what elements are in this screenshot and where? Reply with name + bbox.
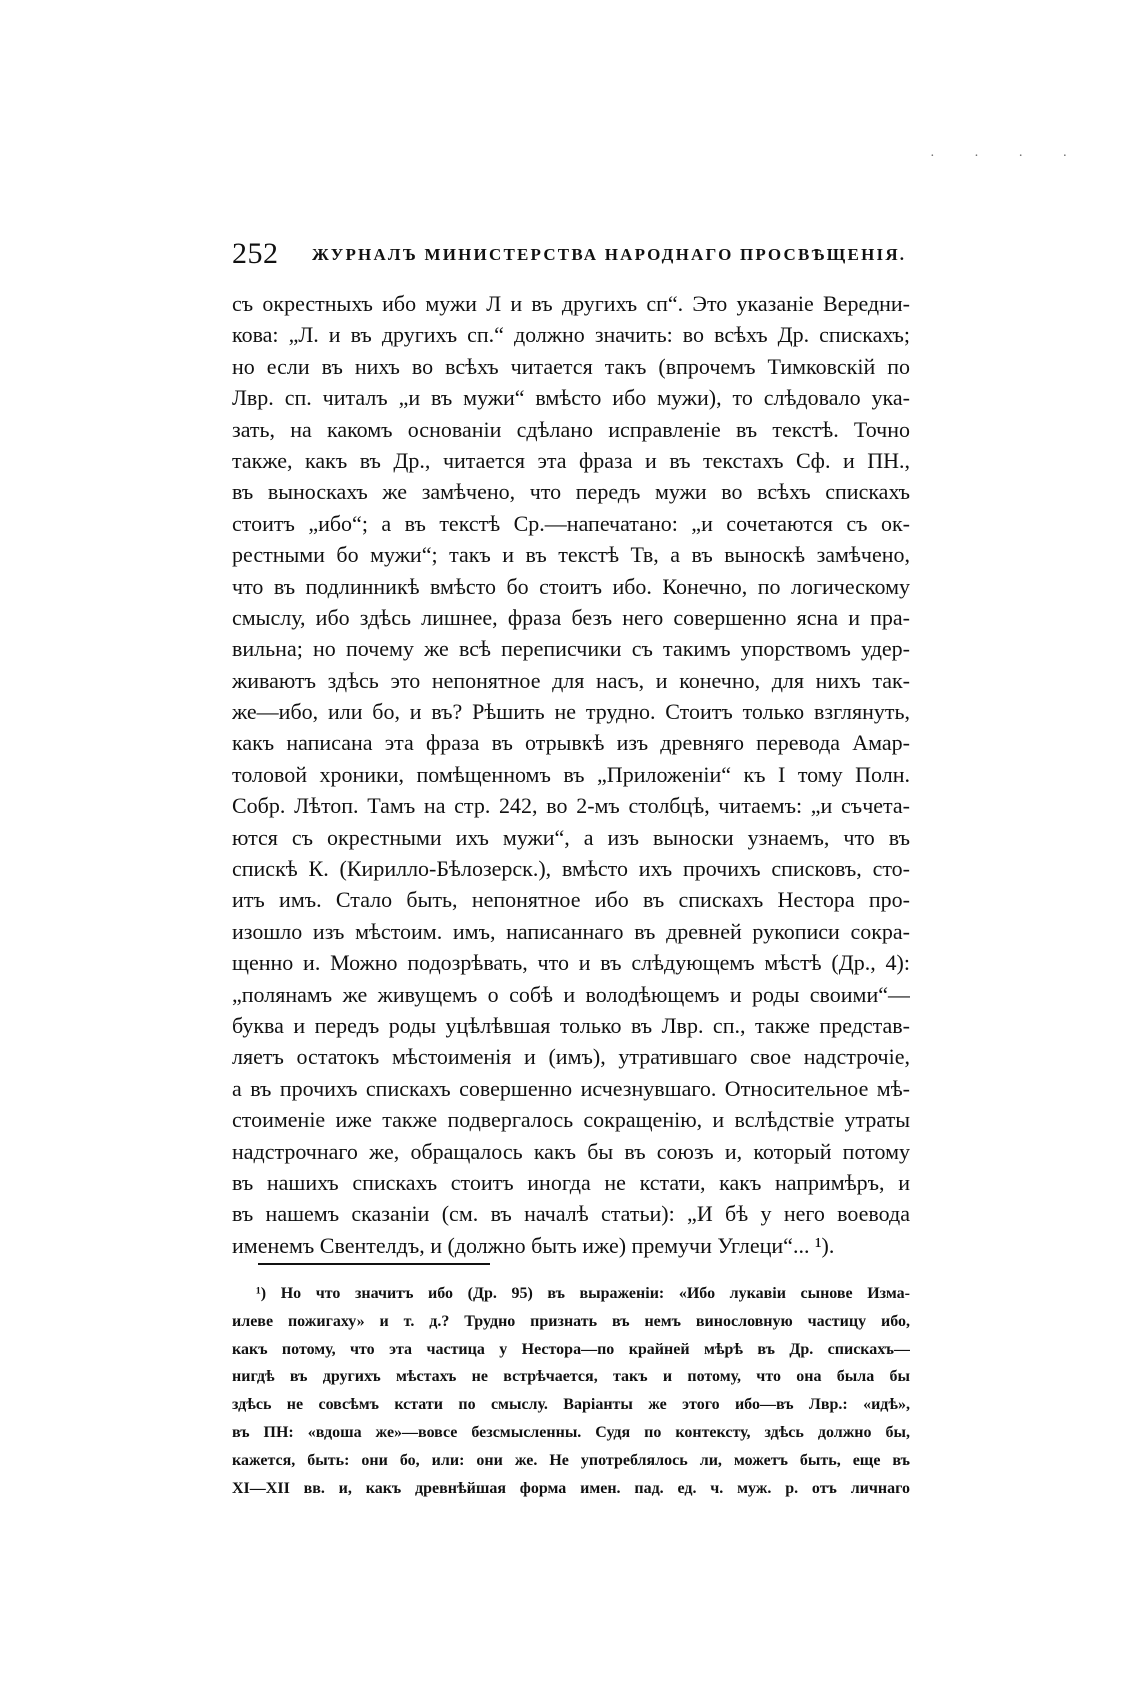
body-line: въ выноскахъ же замѣчено, что передъ мужи во всѣхъ спискахъ <box>232 479 910 505</box>
body-line: же—ибо, или бо, и въ? Рѣшить не трудно. Стоитъ только взглянуть, <box>232 699 910 725</box>
body-line: именемъ Свентелдъ, и (должно быть иже) премучи Углеци“... ¹). <box>232 1232 835 1258</box>
footnote-line: ¹) Но что значитъ ибо (Др. 95) въ выраженіи: «Ибо лукавіи сынове Изма- <box>256 1285 910 1302</box>
footnotes <box>232 1280 910 1502</box>
body-line: зать, на какомъ основаніи сдѣлано исправленіе въ текстѣ. Точно <box>232 416 910 442</box>
body-line: надстрочнаго же, обращалось какъ бы въ союзъ и, который потому <box>232 1138 910 1164</box>
footnote-line: кажется, быть: они бо, или: они же. Не употреблялось ли, можетъ быть, еще въ <box>232 1451 910 1469</box>
body-line: но если въ нихъ во всѣхъ читается такъ (впрочемъ Тимковскій по <box>232 353 910 379</box>
body-line: „полянамъ же живущемъ о собѣ и володѣющемъ и роды своими“— <box>232 981 910 1007</box>
body-line: итъ имъ. Стало быть, непонятное ибо въ спискахъ Нестора про- <box>232 887 910 913</box>
body-line: изошло изъ мѣстоим. имъ, написаннаго въ древней рукописи сокра- <box>232 918 910 944</box>
running-head: ЖУРНАЛЪ МИНИСТЕРСТВА НАРОДНАГО ПРОСВѢЩЕНІЯ. <box>312 245 907 264</box>
footnote-divider <box>258 1263 490 1265</box>
footnote-line: въ ПН: «вдоша же»—вовсе безсмысленны. Судя по контексту, здѣсь должно бы, <box>232 1423 910 1441</box>
body-line: кова: „Л. и въ другихъ сп.“ должно значить: во всѣхъ Др. спискахъ; <box>232 322 910 348</box>
body-line: буква и передъ роды уцѣлѣвшая только въ Лвр. сп., также представ- <box>232 1012 910 1038</box>
body-line: что въ подлинникѣ вмѣсто бо стоитъ ибо. Конечно, по логическому <box>232 573 910 599</box>
body-line: ляетъ остатокъ мѣстоименія и (имъ), утратившаго свое надстрочіе, <box>232 1044 910 1070</box>
footnote-line: какъ потому, что эта частица у Нестора—по крайней мѣрѣ въ Др. спискахъ— <box>232 1340 910 1358</box>
body-line: вильна; но почему же всѣ переписчики съ такимъ упорствомъ удер- <box>232 636 910 662</box>
footnote-line: XI—XII вв. и, какъ древнѣйшая форма имен. пад. ед. ч. муж. р. отъ личнаго <box>232 1479 910 1497</box>
body-line: какъ написана эта фраза въ отрывкѣ изъ древняго перевода Амар- <box>232 730 910 756</box>
footnote-line: илеве пожигаху» и т. д.? Трудно признать въ немъ винословную частицу ибо, <box>232 1312 910 1330</box>
body-line: въ нашемъ сказаніи (см. въ началѣ статьи): „И бѣ у него воевода <box>232 1201 910 1227</box>
body-line: Лвр. сп. читалъ „и въ мужи“ вмѣсто ибо мужи), то слѣдовало ука- <box>232 385 910 411</box>
body-line: также, какъ въ Др., читается эта фраза и въ текстахъ Сф. и ПН., <box>232 447 910 473</box>
body-line: ются съ окрестными ихъ мужи“, а изъ выноски узнаемъ, что въ <box>232 824 910 850</box>
body-line: живаютъ здѣсь это непонятное для насъ, и конечно, для нихъ так- <box>232 667 910 693</box>
body-line: стоитъ „ибо“; а въ текстѣ Ср.—напечатано: „и сочетаются съ ок- <box>232 510 910 536</box>
body-line: смыслу, ибо здѣсь лишнее, фраза безъ него совершенно ясна и пра- <box>232 604 910 630</box>
body-line: въ нашихъ спискахъ стоитъ иногда не кстати, какъ напримѣръ, и <box>232 1169 910 1195</box>
body-line: толовой хроники, помѣщенномъ въ „Приложеніи“ къ I тому Полн. <box>232 761 910 787</box>
body-line: съ окрестныхъ ибо мужи Л и въ другихъ сп“. Это указаніе Вередни- <box>232 291 910 316</box>
body-line: щенно и. Можно подозрѣвать, что и въ слѣдующемъ мѣстѣ (Др., 4): <box>232 950 910 976</box>
body-line: стоименіе иже также подвергалось сокращенію, и вслѣдствіе утраты <box>232 1107 910 1133</box>
body-line: Собр. Лѣтоп. Тамъ на стр. 242, во 2-мъ столбцѣ, читаемъ: „и съчета- <box>232 793 910 819</box>
page-number: 252 <box>232 237 279 270</box>
body-line: рестными бо мужи“; такъ и въ текстѣ Тв, а въ выноскѣ замѣчено, <box>232 542 910 568</box>
footnote-line: нигдѣ въ другихъ мѣстахъ не встрѣчается, такъ и потому, что она была бы <box>232 1368 910 1386</box>
footnote-line: здѣсь не совсѣмъ кстати по смыслу. Варіанты же этого ибо—въ Лвр.: «идѣ», <box>232 1396 910 1414</box>
body-line: спискѣ К. (Кирилло-Бѣлозерск.), вмѣсто ихъ прочихъ списковъ, сто- <box>232 856 910 882</box>
page-header <box>232 236 908 276</box>
print-specks: · · · · <box>930 149 1086 164</box>
body-line: а въ прочихъ спискахъ совершенно исчезнувшаго. Относительное мѣ- <box>232 1075 910 1101</box>
body-text <box>232 288 910 1261</box>
